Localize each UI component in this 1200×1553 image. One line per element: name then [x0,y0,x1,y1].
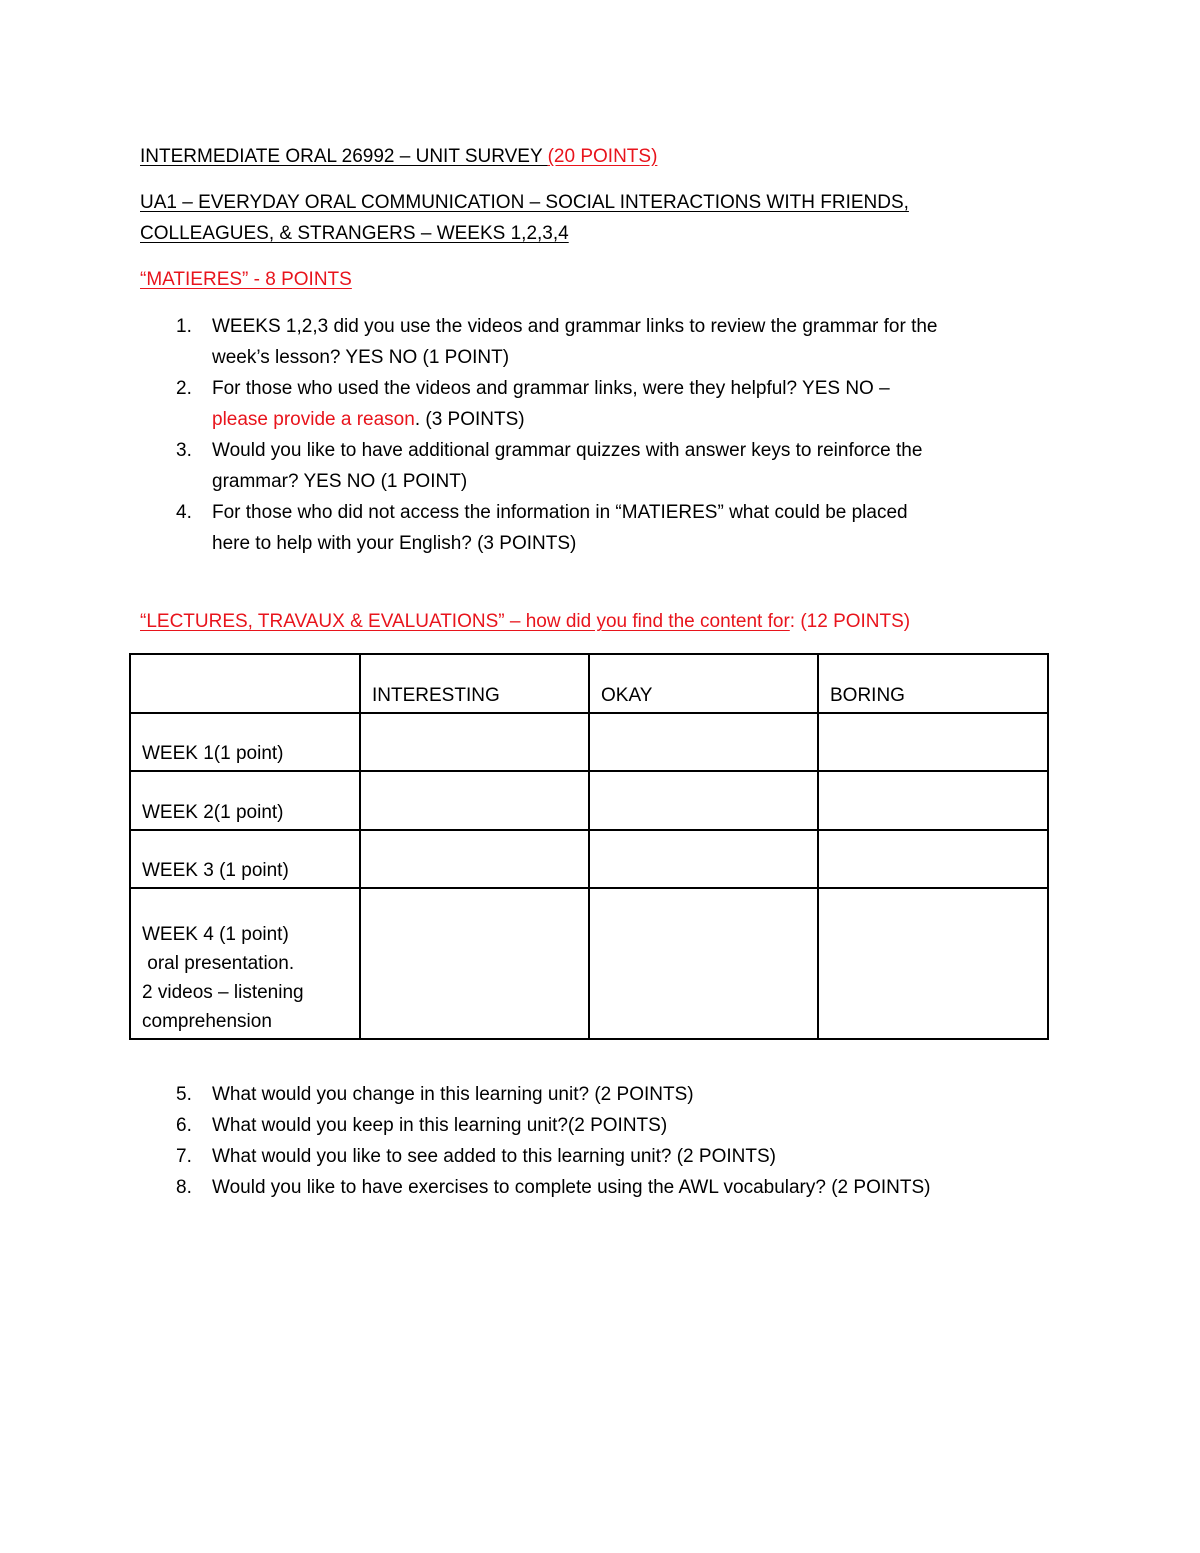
rating-cell-boring[interactable] [818,771,1048,830]
rating-cell-boring[interactable] [818,888,1048,1039]
table-row [130,888,1048,1039]
question-list-part1 [140,311,938,559]
title-points: (20 POINTS) [547,146,658,167]
table-header-cell: BORING [818,654,1048,713]
question-number: 1. [176,316,192,337]
rating-cell-boring[interactable] [818,713,1048,771]
question-list-part2 [140,1079,930,1203]
title-main: INTERMEDIATE ORAL 26992 – UNIT SURVEY [140,146,548,167]
question-text-line [212,404,938,435]
rating-cell-interesting[interactable] [360,888,589,1039]
question-number: 2. [176,378,192,399]
table-header-cell: INTERESTING [360,654,589,713]
rating-cell-okay[interactable] [589,888,818,1039]
table-header-row [130,654,1048,713]
question-item [140,1172,930,1203]
unit-title-line-1: UA1 – EVERYDAY ORAL COMMUNICATION – SOCIAL INTERACTIONS WITH FRIENDS, [140,192,909,213]
question-text-line: What would you change in this learning unit? (2 POINTS) [212,1084,694,1105]
question-item [140,1079,930,1110]
row-label-line: WEEK 4 (1 point) [142,924,289,945]
row-label: WEEK 2(1 point) [130,771,360,830]
question-number: 6. [176,1115,192,1136]
section-heading-points: : (12 POINTS) [789,611,911,632]
question-number: 7. [176,1146,192,1167]
section-heading-matieres: “MATIERES” - 8 POINTS [140,269,352,290]
table-row [130,713,1048,771]
question-text-line: What would you like to see added to this learning unit? (2 POINTS) [212,1146,776,1167]
row-label: WEEK 3 (1 point) [130,830,360,888]
rating-cell-okay[interactable] [589,713,818,771]
question-text-line: grammar? YES NO (1 POINT) [212,471,468,492]
reason-request-text: please provide a reason [212,409,415,430]
content-rating-table [129,653,1049,1040]
question-text-line: week’s lesson? YES NO (1 POINT) [212,347,510,368]
document-title [140,141,657,172]
question-item [140,435,938,497]
row-label [130,888,360,1039]
section-heading-underlined: “LECTURES, TRAVAUX & EVALUATIONS” – how did you find the content for [140,611,790,632]
question-text-line: WEEKS 1,2,3 did you use the videos and grammar links to review the grammar for the [212,316,938,337]
question-text-line: Would you like to have additional grammar quizzes with answer keys to reinforce the [212,440,923,461]
question-item [140,1110,930,1141]
row-label: WEEK 1(1 point) [130,713,360,771]
question-item [140,497,938,559]
question-item [140,1141,930,1172]
rating-cell-interesting[interactable] [360,713,589,771]
rating-cell-boring[interactable] [818,830,1048,888]
rating-cell-okay[interactable] [589,771,818,830]
question-number: 5. [176,1084,192,1105]
question-text-line: For those who used the videos and grammar links, were they helpful? YES NO – [212,378,890,399]
question-text-line: What would you keep in this learning unit?(2 POINTS) [212,1115,668,1136]
row-label-line: 2 videos – listening [142,982,304,1003]
question-text-line: here to help with your English? (3 POINTS) [212,533,577,554]
table-header-cell [130,654,360,713]
question-text-line: For those who did not access the information in “MATIERES” what could be placed [212,502,908,523]
question-number: 8. [176,1177,192,1198]
section-heading-lectures [140,606,910,637]
table-row [130,830,1048,888]
question-number: 3. [176,440,192,461]
rating-cell-interesting[interactable] [360,771,589,830]
question-text-line: Would you like to have exercises to complete using the AWL vocabulary? (2 POINTS) [212,1177,931,1198]
rating-cell-okay[interactable] [589,830,818,888]
table-header-cell: OKAY [589,654,818,713]
question-number: 4. [176,502,192,523]
question-item [140,311,938,373]
unit-title-line-2: COLLEAGUES, & STRANGERS – WEEKS 1,2,3,4 [140,223,569,244]
rating-cell-interesting[interactable] [360,830,589,888]
row-label-line: oral presentation. [142,953,295,974]
question-item [140,373,938,435]
points-text: . (3 POINTS) [414,409,525,430]
row-label-line: comprehension [142,1011,272,1032]
table-row [130,771,1048,830]
